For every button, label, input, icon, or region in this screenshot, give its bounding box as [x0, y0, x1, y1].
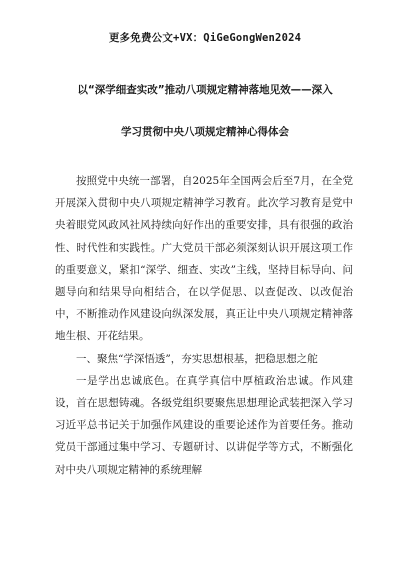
- document-body: [55, 170, 353, 481]
- document-title-line-1: 以“深学细查实改”推动八项规定精神落地见效——深入: [77, 84, 333, 96]
- body-paragraph-1: 按照党中央统一部署，自2025年全国两会后至7月，在全党开展深入贯彻中央八项规定精神学习教育。此次学习教育是党中央着眼党风政风社风持续向好作出的重要安排，具有很强的政治性、时代性和实践性。广大党员干部必须深刻认识开展这项工作的重要意义，紧扣“深学、细查、实改”主线，坚持目标导向、问题导向和结果导向相结合，在以学促思、以查促改、以改促治中，不断推动作风建设向纵深发展，真正让中央八项规定精神落地生根、开花结果。: [55, 175, 353, 343]
- section-heading-1: 一、聚焦“学深悟透”，夯实思想根基，把稳思想之舵: [76, 352, 318, 365]
- body-paragraph-2: 一是学出忠诚底色。在真学真信中厚植政治忠诚。作风建设，首在思想铸魂。各级党组织要聚焦思想理论武装把深入学习习近平总书记关于加强作风建设的重要论述作为首要任务。推动党员干部通过集中学习、专题研讨、以讲促学等方式，不断强化对中央八项规定精神的系统理解: [55, 374, 353, 476]
- document-title-line-2: 学习贯彻中央八项规定精神心得体会: [121, 126, 289, 138]
- promo-header: 更多免费公文+VX：QiGeGongWen2024: [108, 32, 302, 44]
